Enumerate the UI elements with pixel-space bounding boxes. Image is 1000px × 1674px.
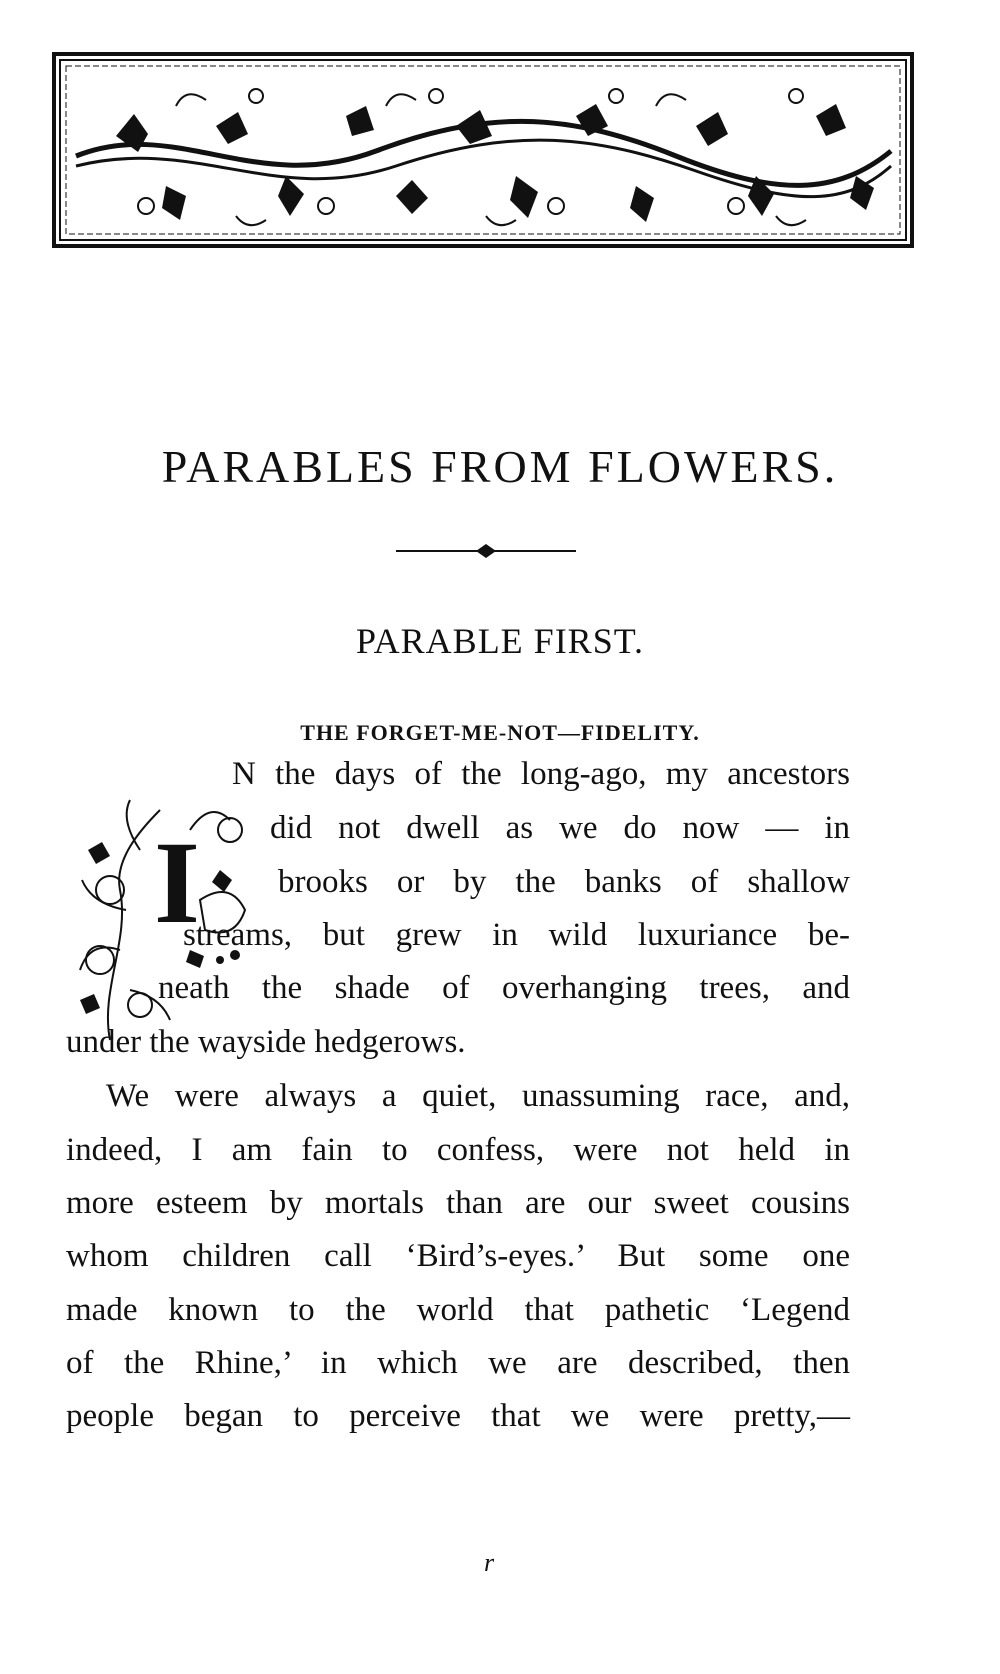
text-line: neath the shade of overhanging trees, and: [158, 970, 850, 1006]
text-line: made known to the world that pathetic ‘Legend: [66, 1292, 850, 1328]
text-line: We were always a quiet, unassuming race, and,: [106, 1078, 850, 1114]
text-line: indeed, I am fain to confess, were not held in: [66, 1132, 850, 1168]
chapter-heading: THE FORGET-ME-NOT—FIDELITY.: [300, 720, 700, 745]
text-line: under the wayside hedgerows.: [66, 1024, 466, 1060]
text-line: did not dwell as we do now — in: [270, 810, 850, 846]
printer-signature-mark: r: [484, 1548, 495, 1577]
book-title: PARABLES FROM FLOWERS.: [161, 441, 839, 492]
text-line: whom children call ‘Bird’s-eyes.’ But some one: [66, 1238, 850, 1274]
text-line: people began to perceive that we were pretty,—: [66, 1398, 850, 1434]
parable-subtitle: PARABLE FIRST.: [355, 621, 645, 661]
text-line: streams, but grew in wild luxuriance be-: [183, 917, 850, 953]
text-line: of the Rhine,’ in which we are described, then: [66, 1345, 850, 1381]
decorative-vine-banner: [52, 52, 914, 248]
text-line: more esteem by mortals than are our sweet cousins: [66, 1185, 850, 1221]
text-line: brooks or by the banks of shallow: [278, 864, 850, 900]
text-line: N the days of the long-ago, my ancestors: [232, 756, 850, 792]
ornamental-divider: [396, 540, 576, 562]
drop-cap-letter: I: [154, 817, 200, 948]
